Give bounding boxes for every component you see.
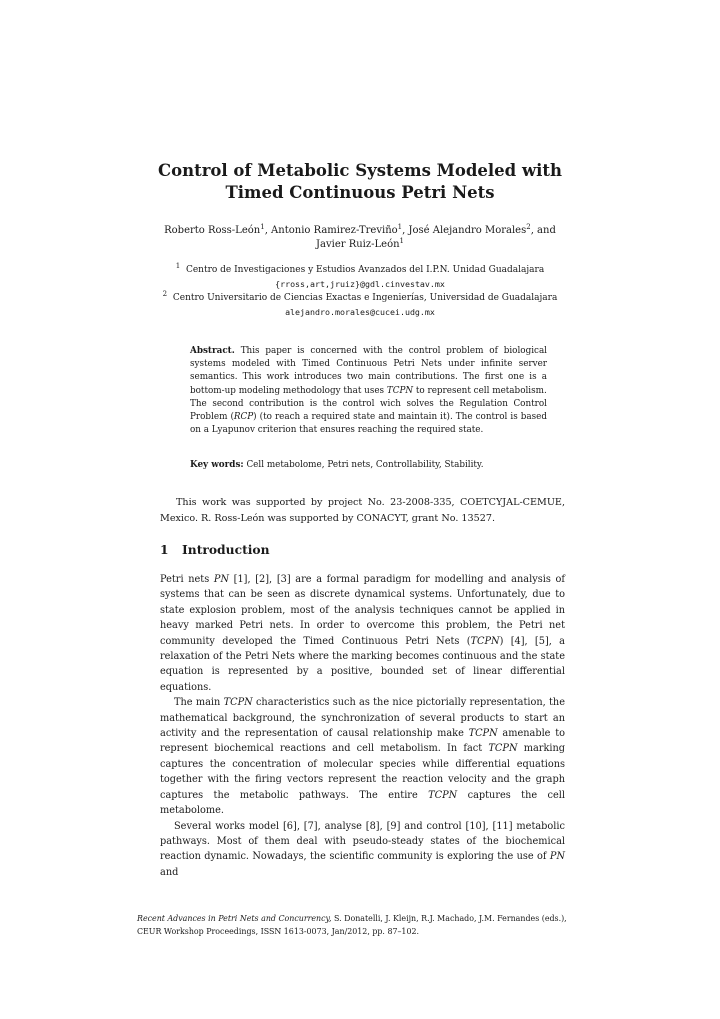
- author-name: José Alejandro Morales: [408, 225, 527, 236]
- footer-citation: [137, 913, 583, 938]
- paragraph: Petri nets PN [1], [2], [3] are a formal paradigm for modelling and analysis of systems that can be seen as discrete dynamical systems. Unfortunately, due to state explosion problem, most of the analysis techniques cannot be applied in heavy marked Petri nets. In order to overcome this problem, the Petri net community developed the Timed Continuous Petri Nets (TCPN) [4], [5], a relaxation of the Petri Nets where the marking becomes continuous and the state equation is represented by a positive, bounded set of linear differential equations.: [160, 574, 565, 693]
- math-symbol: RCP: [233, 412, 254, 423]
- math-symbol: TCPN: [488, 743, 518, 755]
- venue-name: Recent Advances in Petri Nets and Concurrency,: [137, 914, 332, 923]
- author-separator: , and: [530, 225, 556, 236]
- title-line-1: Control of Metabolic Systems Modeled with: [157, 161, 563, 180]
- citation-details: S. Donatelli, J. Kleijn, R.J. Machado, J.M. Fernandes (eds.), CEUR Workshop Proceedings, ISSN 1613-0073, Jan/2012, pp. 87–102.: [137, 914, 567, 936]
- affiliation-text: Centro de Investigaciones y Estudios Avanzados del I.P.N. Unidad Guadalajara: [185, 265, 545, 275]
- author-affil-mark: 2: [526, 223, 531, 231]
- abstract-text: The second contribution is the control wich solves the Regulation Control Problem (: [190, 398, 547, 423]
- math-symbol: PN: [213, 574, 229, 585]
- math-symbol: PN: [549, 851, 565, 863]
- keywords: [190, 460, 550, 470]
- section-number: 1: [160, 542, 169, 557]
- paper-title: [0, 160, 720, 204]
- author-list: Roberto Ross-León$^1$, Antonio Ramirez-Treviño$^1$, José Alejandro Morales$^2$, and Javier Ruiz-León$^1$: [164, 223, 556, 250]
- math-symbol: TCPN: [470, 635, 500, 647]
- math-symbol: TCPN: [386, 385, 414, 396]
- author-affil-mark: 1: [399, 237, 404, 245]
- abstract-text: This paper is concerned with the control problem of biological systems modeled with Timed Continuous Petri Nets under infinite server semantics. This work introduces two main contributions. The first one is a bottom-up modeling methodology that uses: [190, 346, 547, 396]
- affiliation-1: [0, 263, 720, 291]
- affiliation-2: [0, 291, 720, 319]
- funding-note: [160, 495, 565, 526]
- affiliation-text: Centro Universitario de Ciencias Exactas e Ingenierías, Universidad de Guadalajara: [172, 293, 558, 303]
- abstract-text: ) (to reach a required state and maintain it). The control is based on a Lyapunov criterion that ensures reaching the required state.: [190, 412, 547, 436]
- paragraph: The main TCPN characteristics such as the nice pictorially representation, the mathematical background, the synchronization of several products to start an activity and the representation of causal relationship make TCPN amenable to represent biochemical reactions and cell metabolism. In fact TCPN marking captures the concentration of molecular species while differential equations together with the firing vectors represent the reaction velocity and the graph captures the metabolic pathways. The entire TCPN captures the cell metabolome.: [160, 697, 565, 817]
- author-name: Antonio Ramirez-Treviño: [271, 225, 398, 236]
- section-title: Introduction: [182, 542, 270, 557]
- keywords-label: Key words:: [190, 460, 244, 470]
- affiliation-email: {rross,art,jruiz}@gdl.cinvestav.mx: [275, 279, 445, 289]
- math-symbol: TCPN: [428, 789, 458, 801]
- abstract-text: to represent cell metabolism.: [415, 385, 547, 396]
- affiliation-number: 1: [175, 262, 181, 270]
- keywords-text: Cell metabolome, Petri nets, Controllability, Stability.: [246, 460, 484, 470]
- abstract-label: Abstract.: [190, 346, 235, 356]
- paragraph: Several works model [6], [7], analyse [8], [9] and control [10], [11] metabolic pathways. Most of them deal with pseudo-steady states of the biochemical reaction dynamic. Nowadays, the scientific community is exploring the use of PN and: [160, 820, 565, 878]
- section-heading: [160, 542, 270, 557]
- author-affil-mark: 1: [397, 223, 403, 231]
- author-name: Roberto Ross-León: [164, 225, 261, 236]
- author-name: Javier Ruiz-León: [316, 239, 400, 250]
- affiliation-number: 2: [162, 290, 168, 298]
- math-symbol: TCPN: [223, 697, 253, 709]
- body-text: [160, 572, 565, 880]
- funding-text: This work was supported by project No. 23-2008-335, COETCYJAL-CEMUE, Mexico. R. Ross-León was supported by CONACYT, grant No. 13527.: [160, 497, 565, 524]
- math-symbol: TCPN: [468, 728, 498, 740]
- affiliation-email: alejandro.morales@cucei.udg.mx: [285, 307, 435, 317]
- author-affil-mark: 1: [260, 223, 265, 231]
- abstract: [190, 345, 547, 437]
- title-line-2: Timed Continuous Petri Nets: [225, 183, 495, 202]
